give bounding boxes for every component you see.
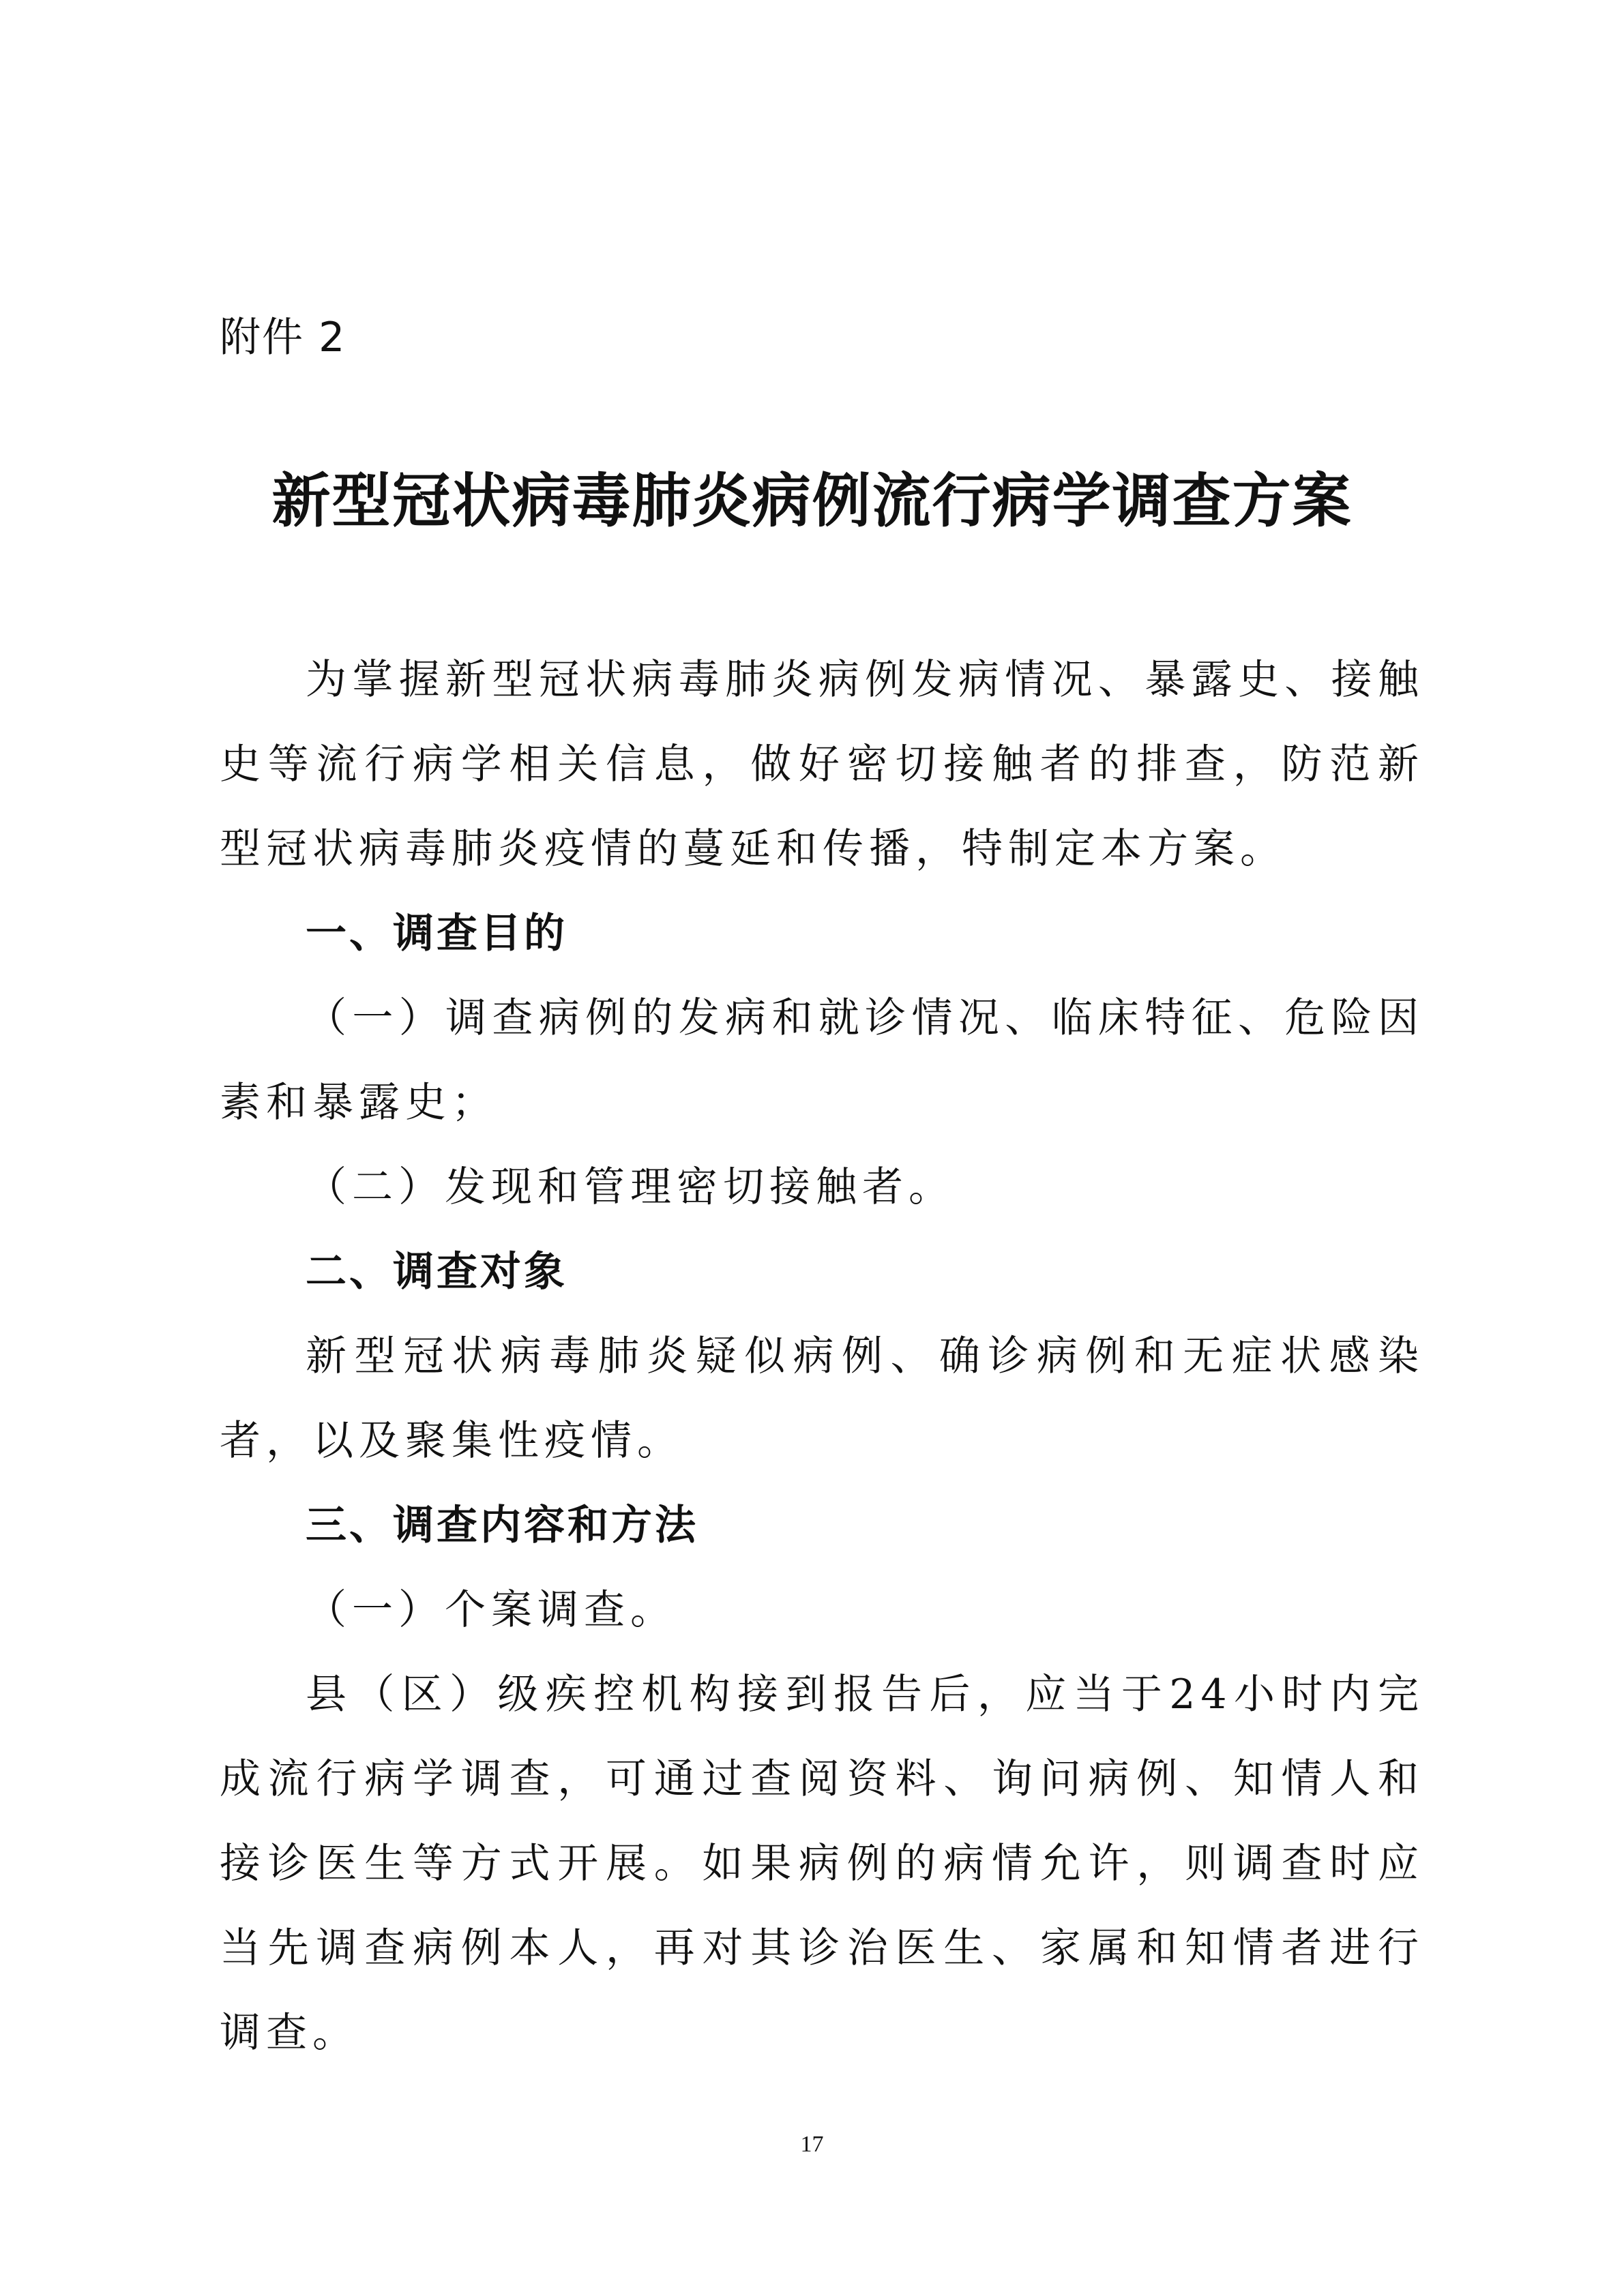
intro-paragraph: 为掌握新型冠状病毒肺炎病例发病情况、暴露史、接触史等流行病学相关信息，做好密切接触者的排查，防范新型冠状病毒肺炎疫情的蔓延和传播，特制定本方案。 <box>220 656 1424 873</box>
attachment-label: 附件 2 <box>220 314 346 361</box>
page-number: 17 <box>800 2132 824 2157</box>
subjects-paragraph: 新型冠状病毒肺炎疑似病例、确诊病例和无症状感染者，以及聚集性疫情。 <box>220 1332 1424 1465</box>
purpose-item-1: （一）调查病例的发病和就诊情况、临床特征、危险因素和暴露史； <box>220 994 1424 1127</box>
subheading-case-investigation: （一）个案调查。 <box>306 1586 677 1634</box>
document-body <box>220 638 1424 2075</box>
purpose-item-2: （二）发现和管理密切接触者。 <box>306 1163 955 1211</box>
document-title: 新型冠状病毒肺炎病例流行病学调查方案 <box>271 467 1353 535</box>
section-heading-methods: 三、调查内容和方法 <box>306 1502 698 1549</box>
section-heading-purpose: 一、调查目的 <box>306 910 567 957</box>
case-investigation-paragraph: 县（区）级疾控机构接到报告后，应当于24小时内完成流行病学调查，可通过查阅资料、询问病例、知情人和接诊医生等方式开展。如果病例的病情允许，则调查时应当先调查病例本人，再对其诊治医生、家属和知情者进行调查。 <box>220 1671 1424 2057</box>
section-heading-subjects: 二、调查对象 <box>306 1248 567 1296</box>
